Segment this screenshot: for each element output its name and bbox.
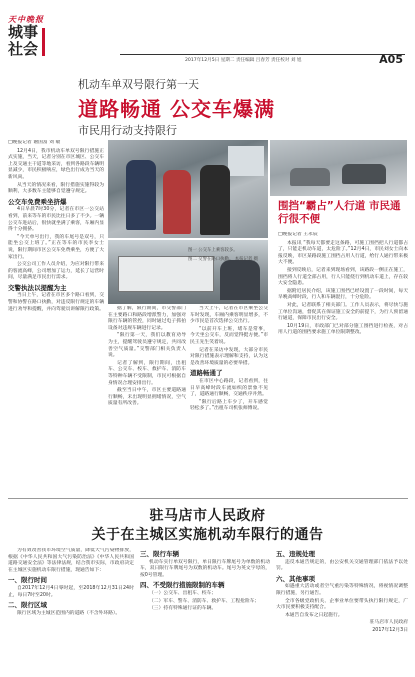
section-accent-bar [42,28,45,56]
paragraph: （三）持有特殊通行证的车辆。 [149,606,217,612]
notice-item: 五、违规处理 [276,550,315,558]
byline: □晚报记者 谢国富 刘 敏 [8,140,61,145]
paragraph: 从当天的情况来看，限行措施实施得较为顺利，大多数车主能够自觉遵守规定。 [8,182,104,195]
paragraph: 限行区域为主城区范围内的道路（不含外环路）。 [17,610,121,616]
paragraph: 在市区中心路段，记者看到，往日早高峰时段车流如织的景象不见了，道路通行顺畅，交通秩序井然。 [190,378,268,398]
notice-item: 一、限行时间 [8,576,47,585]
notice-title-1: 驻马店市人民政府 [149,508,266,524]
page-number: A05 [379,53,403,66]
paragraph: 对此，记者联系了相关部门。工作人员表示，将尽快与施工单位沟通，督促其在保证施工安全的前提下，为行人预留通行通道，保障市民出行安全。 [278,302,408,322]
header-rule [120,54,405,55]
photo-people [220,260,260,300]
side-story-title: 围挡“霸占”人行道 市民通行很不便 [278,200,401,225]
article-column-2 [108,306,186,496]
photo-figure [126,160,156,230]
lead-kicker: 机动车单双号限行第一天 [78,78,199,91]
notice-item: 三、限行车辆 [140,550,179,558]
photo-caption-1: 图一 公交车上乘客较多。 [188,248,238,253]
notice-date: 2017年12月3日 [372,627,408,633]
paragraph: 本通告自发布之日起施行。 [285,612,343,618]
photo-figure [200,165,230,235]
notice-issuer: 驻马店市人民政府 [369,620,408,626]
paragraph: 据了解，限行期间，市交警部门在主要路口和路段增派警力，加强对限行车辆的管控，同时通过电子抓拍设备对违规车辆进行记录。 [108,306,186,331]
paragraph: 10月19日，市政部门已对部分施工围挡进行检查，对占用人行道的围挡要求施工单位限期整改。 [278,323,408,336]
notice-column-2 [140,548,270,673]
section-line1: 城事 [8,23,39,41]
paragraph: 当日上午，记者在市区多个路口看到，交警和协警在路口执勤，对违反限行规定的车辆进行劝导和提醒，并向驾驶员讲解限行政策。 [8,293,104,312]
subheading: 道路畅通了 [190,369,223,378]
paragraph: 公交公司工作人员介绍，为应对限行带来的客流高峰，公司增加了运力，延长了运营时间，尽量满足市民出行需求。 [8,262,104,281]
byline: □晚报记者 王永辰 [278,232,318,237]
paragraph: “限行第一天，我们以教育劝导为主，提醒驾驶员遵守规定，共同改善空气质量。”交警部门相关负责人说。 [108,333,186,359]
section-divider [8,498,408,499]
paragraph: 违反本通告规定的，由公安机关交通管理部门依法予以处罚。 [276,559,408,572]
notice-item: 二、限行区域 [8,601,47,610]
photo-figure [163,170,191,234]
notice-item: 六、其他事项 [276,574,315,583]
paragraph: 接到反映后，记者来到现场看到，该路段一侧正在施工，围挡将人行道全部占用，行人只能绕行到机动车道上，存在较大安全隐患。 [278,267,408,287]
photo-caption-2: 图二 交警在路口执勤。 本报记者 摄 [188,257,259,262]
paragraph: （二）军车、警车、消防车、救护车、工程抢险车； [149,598,260,604]
masthead-logo [8,7,68,24]
notice-column-3 [276,548,408,673]
paragraph: 机动车实行单双号限行，单日限行车牌尾号为单数的机动车，双日限行车牌尾号为双数的机动车。尾号为英文字母的，按0号管理。 [140,559,270,578]
bus-passengers-photo [108,140,268,238]
subheading: 交警执法以提醒为主 [8,283,67,292]
page-header [0,0,415,82]
photo-window [228,146,264,176]
section-line2: 社会 [8,40,39,58]
paragraph: “以前开车上班，堵车是常事，今天坐公交车，反而觉得挺方便。”市民王先生笑着说。 [190,326,268,345]
notice-title-2: 关于在主城区实施机动车限行的通告 [91,527,324,543]
notice-column-1 [8,548,134,673]
side-story-column [278,232,408,494]
paragraph: 12月4日，我市机动车单双号限行措施正式实施，当天，记者分别在市区城区、公交车上及交通主干道等地采访，看到各路段车辆明显减少，市民积极响应，绿色出行成为当天的新风尚。 [8,148,104,180]
paragraph: 全市各级党政机关、企事业单位要带头执行限行规定，广大市民要积极支持配合。 [276,598,408,611]
paragraph: “限行后路上车少了，开车感觉轻松多了。”出租车司机张师傅说。 [190,399,268,412]
lead-deck: 市民用行动支持限行 [78,124,177,137]
paragraph: 记者了解到，限行期间，出租车、公交车、校车、救护车、消防车等特种车辆不受限制，市民可根据自身情况合理安排出行。 [108,360,186,386]
paragraph: 截至当日中午，市区主要道路通行顺畅，未出现明显拥堵情况，空气质量有所改善。 [108,388,186,407]
article-column-1 [8,140,104,495]
paragraph: 记者在采访中发现，大部分市民对限行措施表示理解和支持，认为这是改善环境质量的必要举措。 [190,347,268,366]
masthead-text: 天中晚报 [8,14,44,24]
paragraph: 据附近居民介绍，该施工围挡已经设置了一段时间，每天早晚高峰时段，行人和车辆混行，十分危险。 [278,288,408,301]
paragraph: “今天单号出行，我的车尾号是双号，只能坐公交上班了。”正在等车的市民李女士说，限行期间市区公交车免费乘坐，方便了大家出行。 [8,234,104,260]
paragraph: （一）公交车、出租车、校车； [149,590,217,596]
subheading: 公交车免费乘坐挤爆 [8,197,67,206]
sidewalk-barrier-photo [270,140,407,196]
paragraph: 自2017年12月4日零时起，至2018年12月31日24时止，每日7时至20时。 [8,585,134,598]
article-column-3 [190,306,268,496]
section-tag [8,24,38,58]
photo-car [290,168,330,186]
paragraph: 4日早晨7时30分，记者在市区一公交站看到，前来等车的市民比往日多了不少。一辆公交车进站后，很快就坐满了乘客，车厢内显得十分拥挤。 [8,207,104,233]
paragraph: 为有效改善我市环境空气质量，降低大气污染物排放，根据《中华人民共和国大气污染防治法》《中华人民共和国道路交通安全法》等法律法规，结合我市实际，市政府决定在主城区实施机动车限行措施，现通告如下： [8,548,134,573]
paragraph: 本报讯 “我每天都要走这条路，可施工围挡把人行道都占了，只能走机动车道，太危险了。”12月4日，市民刘女士向本报反映，市区某路段施工围挡占用人行道，给行人通行带来极大不便。 [278,240,408,266]
paragraph: 如遇重大活动或者空气重污染等特殊情况，将视情况调整限行措施，另行通告。 [276,584,408,596]
lead-headline: 道路畅通 公交车爆满 [78,97,275,121]
paragraph: 当天上午，记者在市区乘坐公交车时发现，车厢内乘客明显增多，不少市民是首次选择公交出行。 [190,306,268,325]
notice-item: 四、不受限行措施限制的车辆 [140,581,225,590]
photo-car [342,164,386,184]
dateline: 2017年12月5日 星期二 责任编辑 吕春芳 责任校对 刘 旭 [185,58,302,63]
